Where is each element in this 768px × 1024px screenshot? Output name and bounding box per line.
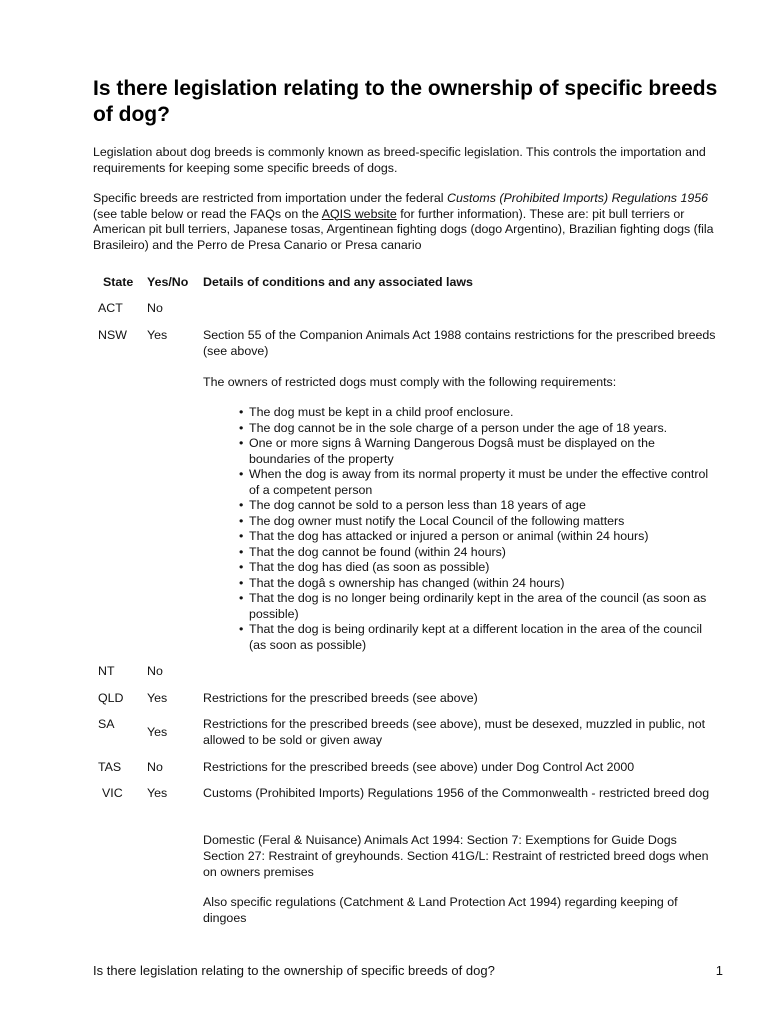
- list-item: • When the dog is away from its normal property it must be under the effective control of a competent person: [239, 467, 719, 498]
- nsw-requirements-list: [239, 405, 719, 653]
- intro-paragraph: Legislation about dog breeds is commonly known as breed-specific legislation. This controls the importation and requirements for keeping some specific breeds of dogs.: [93, 145, 706, 175]
- row-nsw-yes-no: Yes: [147, 328, 168, 342]
- row-act-yes-no: No: [147, 301, 163, 315]
- row-qld-state: QLD: [98, 691, 124, 705]
- footer-title: Is there legislation relating to the ownership of specific breeds of dog?: [93, 963, 495, 978]
- page-footer: [93, 963, 723, 979]
- list-item: • That the dog cannot be found (within 24 hours): [239, 545, 719, 561]
- list-item: • The dog cannot be sold to a person less than 18 years of age: [239, 498, 719, 514]
- row-nt-yes-no: No: [147, 664, 163, 678]
- para2-text-mid: (see table below or read the FAQs on the: [93, 206, 322, 221]
- row-vic-detail-3: Also specific regulations (Catchment & Land Protection Act 1994) regarding keeping of dingoes: [203, 895, 678, 925]
- para2-text-end: for further information). These are: pit bull terriers or American pit bull terriers, Japanese tosas, Argentinean fighting dogs (dogo Argentino), Brazilian fighting dogs (fila Brasileiro) and the Perro de Presa Canario or Presa canario: [93, 206, 714, 252]
- list-item: • The dog must be kept in a child proof enclosure.: [239, 405, 719, 421]
- row-vic-detail-1: Customs (Prohibited Imports) Regulations 1956 of the Commonwealth - restricted breed dog: [203, 786, 710, 800]
- list-item: • That the dog has attacked or injured a person or animal (within 24 hours): [239, 529, 719, 545]
- row-vic-detail-2a: Domestic (Feral & Nuisance) Animals Act 1994: Section 7: Exemptions for Guide Dogs: [203, 833, 677, 847]
- row-vic-yes-no: Yes: [147, 786, 168, 800]
- list-item: • That the dog is no longer being ordinarily kept in the area of the council (as soon as possible): [239, 591, 719, 622]
- list-item: • That the dog is being ordinarily kept at a different location in the area of the council (as soon as possible): [239, 622, 719, 653]
- row-qld-detail: Restrictions for the prescribed breeds (see above): [203, 691, 478, 705]
- regulation-title-italic: Customs (Prohibited Imports) Regulations 1956: [447, 191, 709, 205]
- row-vic-detail-2b: Section 27: Restraint of greyhounds. Section 41G/L: Restraint of restricted breed dogs when on owners premises: [203, 849, 709, 879]
- row-act-state: ACT: [98, 301, 123, 315]
- row-nt-state: NT: [98, 664, 115, 678]
- list-item: • The dog owner must notify the Local Council of the following matters: [239, 514, 719, 530]
- row-tas-yes-no: No: [147, 760, 163, 774]
- list-item: • One or more signs â Warning Dangerous Dogsâ must be displayed on the boundaries of the property: [239, 436, 719, 467]
- row-sa-detail: Restrictions for the prescribed breeds (see above), must be desexed, muzzled in public, not allowed to be sold or given away: [203, 717, 706, 747]
- aqis-website-link[interactable]: AQIS website: [321, 206, 397, 221]
- row-nsw-detail-2: The owners of restricted dogs must comply with the following requirements:: [203, 375, 617, 389]
- header-state: State: [103, 275, 134, 289]
- restricted-breeds-paragraph: [93, 191, 723, 253]
- row-vic-state: VIC: [102, 786, 123, 800]
- list-item: • That the dog has died (as soon as possible): [239, 560, 719, 576]
- row-sa-state: SA: [98, 717, 115, 731]
- row-sa-yes-no: Yes: [147, 725, 168, 739]
- row-tas-detail: Restrictions for the prescribed breeds (see above) under Dog Control Act 2000: [203, 760, 635, 774]
- row-nsw-state: NSW: [98, 328, 127, 342]
- page-number: 1: [715, 963, 723, 978]
- para2-text-start: Specific breeds are restricted from importation under the federal: [93, 191, 447, 205]
- row-nsw-detail-1: Section 55 of the Companion Animals Act 1988 contains restrictions for the prescribed breeds (see above): [203, 328, 716, 358]
- page-title: Is there legislation relating to the ownership of specific breeds of dog?: [93, 77, 718, 126]
- header-details: Details of conditions and any associated laws: [203, 275, 473, 289]
- list-item: • That the dogâ s ownership has changed (within 24 hours): [239, 576, 719, 592]
- list-item: • The dog cannot be in the sole charge of a person under the age of 18 years.: [239, 421, 719, 437]
- header-yes-no: Yes/No: [147, 275, 189, 289]
- row-qld-yes-no: Yes: [147, 691, 168, 705]
- row-tas-state: TAS: [98, 760, 122, 774]
